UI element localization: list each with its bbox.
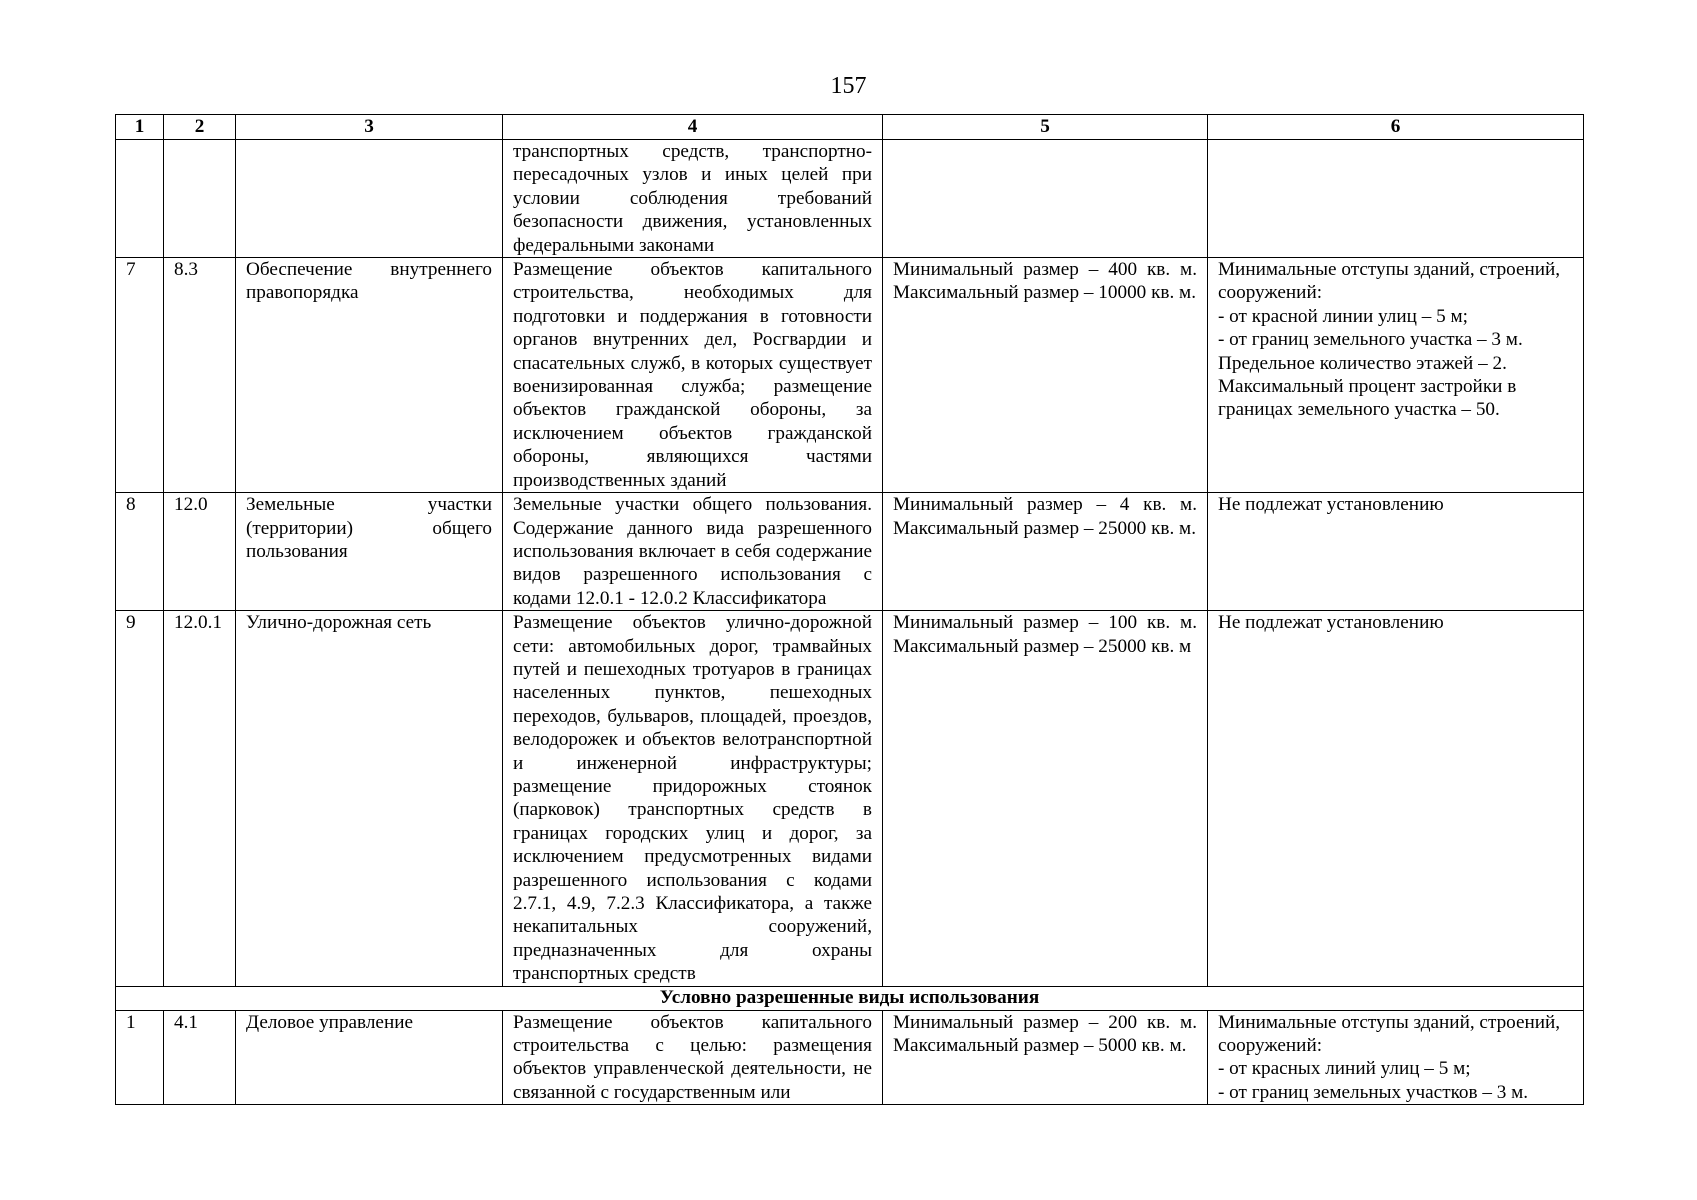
section-row — [116, 986, 1584, 1010]
column-header-4: 4 — [503, 115, 883, 140]
row-number: 1 — [116, 1010, 164, 1105]
row-description: Размещение объектов улично-дорожной сети: автомобильных дорог, трамвайных путей и пешеходных тротуаров в границах населенных пунктов, пешеходных переходов, бульваров, площадей, проездов, велодорожек и объектов велотранспортной и инженерной инфраструктуры; размещение придорожных стоянок (парковок) транспортных средств в границах городских улиц и дорог, за исключением предусмотренных видами разрешенного использования с кодами 2.7.1, 4.9, 7.2.3 Классификатора, а также некапитальных сооружений, предназначенных для охраны транспортных средств — [503, 611, 883, 987]
row-params: Не подлежат установлению — [1208, 611, 1584, 987]
row-description: Размещение объектов капитального строительства с целью: размещения объектов управленческой деятельности, не связанной с государственным или — [503, 1010, 883, 1105]
row-code: 12.0.1 — [164, 611, 236, 987]
table-row — [116, 258, 1584, 493]
row-number: 8 — [116, 493, 164, 611]
land-use-table — [115, 114, 1584, 1105]
section-title: Условно разрешенные виды использования — [116, 986, 1584, 1010]
row-name: Обеспечение внутреннего правопорядка — [236, 258, 503, 493]
row-name — [236, 140, 503, 258]
row-name: Улично-дорожная сеть — [236, 611, 503, 987]
row-code: 12.0 — [164, 493, 236, 611]
table-row — [116, 493, 1584, 611]
row-name: Деловое управление — [236, 1010, 503, 1105]
row-number — [116, 140, 164, 258]
column-header-2: 2 — [164, 115, 236, 140]
column-header-3: 3 — [236, 115, 503, 140]
row-size — [883, 140, 1208, 258]
row-name: Земельные участки (территории) общего пользования — [236, 493, 503, 611]
row-params: Не подлежат установлению — [1208, 493, 1584, 611]
row-size: Минимальный размер – 100 кв. м. Максимальный размер – 25000 кв. м — [883, 611, 1208, 987]
row-description: Земельные участки общего пользования. Содержание данного вида разрешенного использования включает в себя содержание видов разрешенного использования с кодами 12.0.1 - 12.0.2 Классификатора — [503, 493, 883, 611]
row-params: Минимальные отступы зданий, строений, сооружений: - от красных линий улиц – 5 м; - от границ земельных участков – 3 м. — [1208, 1010, 1584, 1105]
row-description: транспортных средств, транспортно-пересадочных узлов и иных целей при условии соблюдения требований безопасности движения, установленных федеральными законами — [503, 140, 883, 258]
column-header-6: 6 — [1208, 115, 1584, 140]
table-row — [116, 140, 1584, 258]
row-code — [164, 140, 236, 258]
row-code: 4.1 — [164, 1010, 236, 1105]
row-code: 8.3 — [164, 258, 236, 493]
row-number: 7 — [116, 258, 164, 493]
row-params: Минимальные отступы зданий, строений, сооружений: - от красной линии улиц – 5 м; - от границ земельного участка – 3 м. Предельное количество этажей – 2. Максимальный процент застройки в границах земельного участка – 50. — [1208, 258, 1584, 493]
column-header-1: 1 — [116, 115, 164, 140]
row-description: Размещение объектов капитального строительства, необходимых для подготовки и поддержания в готовности органов внутренних дел, Росгвардии и спасательных служб, в которых существует военизированная служба; размещение объектов гражданской обороны, за исключением объектов гражданской обороны, являющихся частями производственных зданий — [503, 258, 883, 493]
row-size: Минимальный размер – 400 кв. м. Максимальный размер – 10000 кв. м. — [883, 258, 1208, 493]
row-size: Минимальный размер – 4 кв. м. Максимальный размер – 25000 кв. м. — [883, 493, 1208, 611]
column-header-5: 5 — [883, 115, 1208, 140]
row-size: Минимальный размер – 200 кв. м. Максимальный размер – 5000 кв. м. — [883, 1010, 1208, 1105]
row-params — [1208, 140, 1584, 258]
table-row — [116, 1010, 1584, 1105]
row-number: 9 — [116, 611, 164, 987]
table-header-row — [116, 115, 1584, 140]
table-row — [116, 611, 1584, 987]
page-number: 157 — [830, 73, 867, 99]
